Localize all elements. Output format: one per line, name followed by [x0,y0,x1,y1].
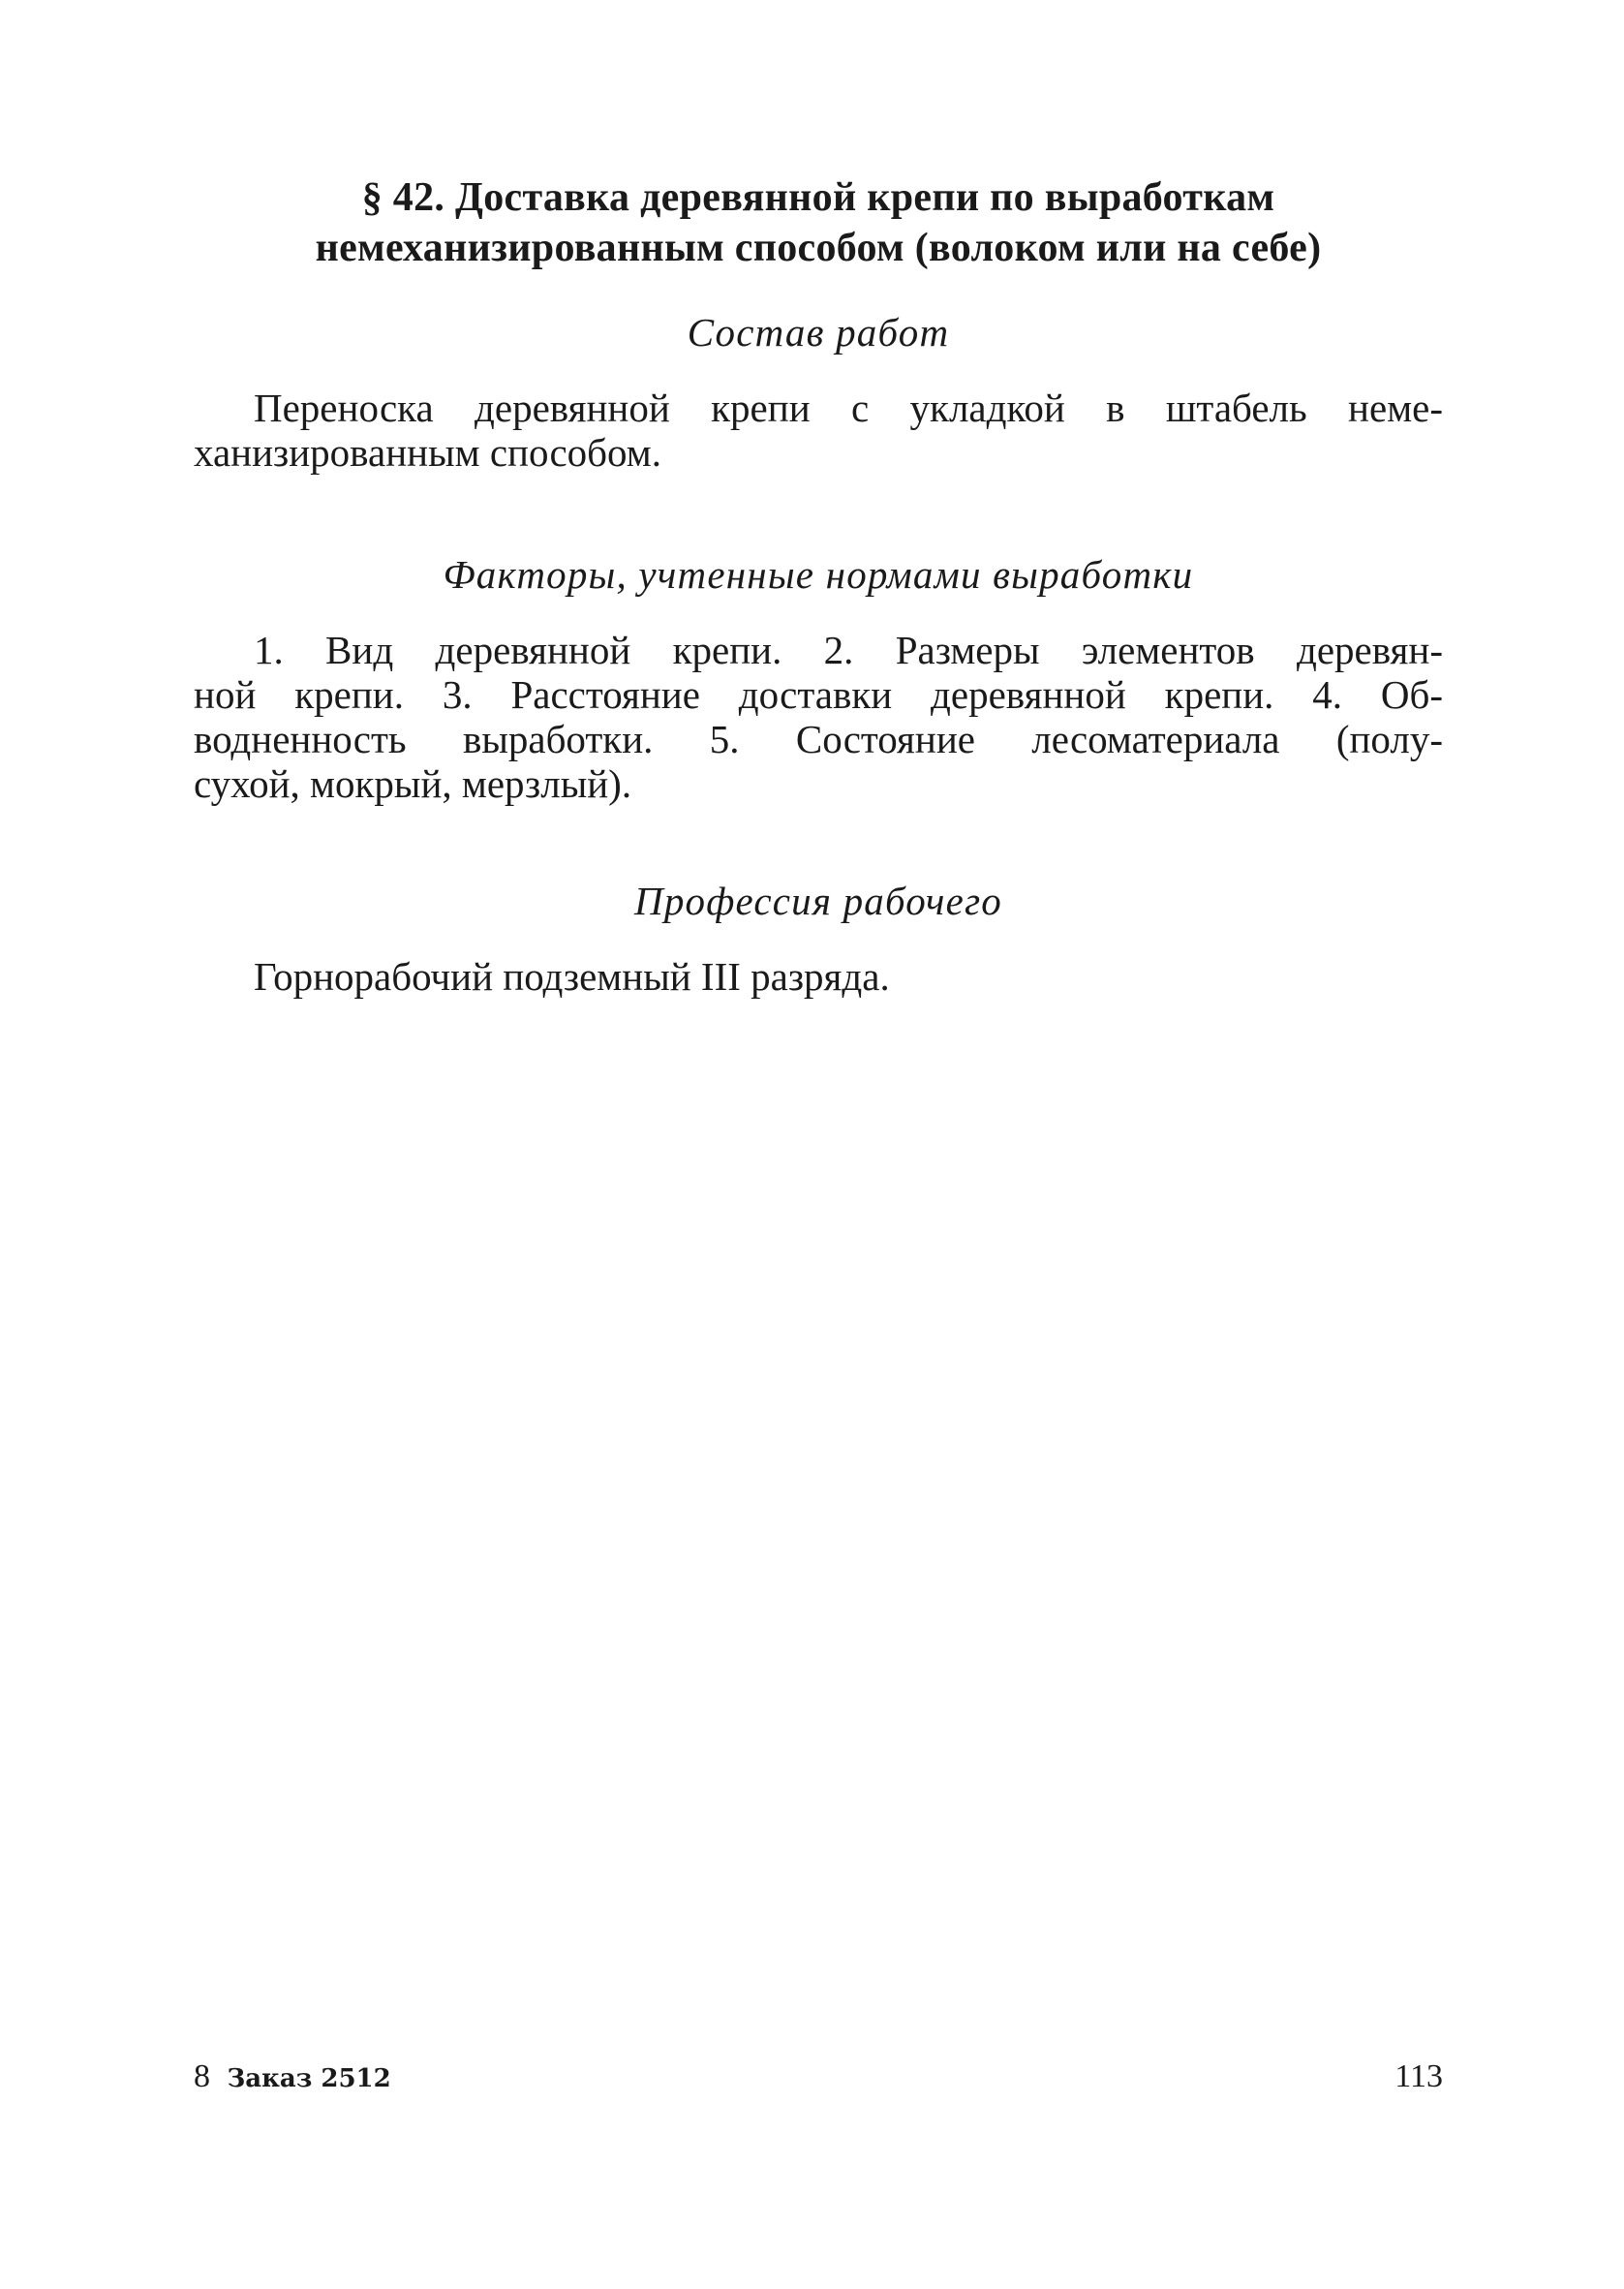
factors-paragraph [194,628,1443,806]
profession-title: Профессия рабочего [634,879,1002,923]
factors-line-4: сухой, мокрый, мерзлый). [194,761,632,806]
composition-title: Состав работ [687,310,950,355]
factors-line-2: ной крепи. 3. Расстояние доставки деревянной крепи. 4. Об- [194,672,1443,717]
section-heading-line-1: § 42. Доставка деревянной крепи по выработкам [361,175,1275,220]
order-label: Заказ 2512 [227,2064,391,2093]
page-number: 113 [1394,2058,1443,2094]
profession-paragraph [194,954,1443,999]
composition-paragraph [194,386,1443,475]
section-heading-line-2: немеханизированным способом (волоком или на себе) [315,226,1322,270]
composition-line-2: ханизированным способом. [194,430,661,475]
profession-text: Горнорабочий подземный III разряда. [254,954,890,999]
composition-line-1: Переноска деревянной крепи с укладкой в штабель неме- [254,386,1443,430]
sheet-number: 8 [194,2058,210,2094]
section-heading [194,172,1443,273]
factors-title: Факторы, учтенные нормами выработки [443,552,1194,597]
factors-line-3: водненность выработки. 5. Состояние лесоматериала (полу- [194,717,1443,761]
footer-signature [194,2058,391,2095]
factors-line-1: 1. Вид деревянной крепи. 2. Размеры элементов деревян- [254,628,1443,672]
